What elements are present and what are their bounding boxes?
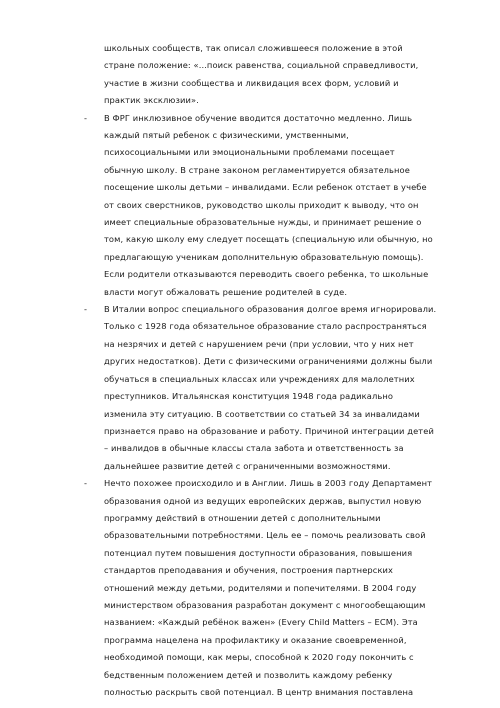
text-line: бедственным положением детей и позволить каждому ребенку xyxy=(104,670,393,680)
text-line: посещение школы детьми – инвалидами. Если ребенок отстает в учебе xyxy=(104,182,427,192)
list-bullet: - xyxy=(84,304,87,314)
text-line: потенциал путем повышения доступности образования, повышения xyxy=(104,548,413,558)
text-line: психосоциальными или эмоциональными проблемами посещает xyxy=(104,147,395,157)
text-line: – инвалидов в обычные классы стала забота и ответственность за xyxy=(104,443,404,453)
text-line: от своих сверстников, руководство школы приходит к выводу, что он xyxy=(104,200,419,210)
text-line: дальнейшее развитие детей с ограниченными возможностями. xyxy=(104,461,391,471)
text-line: Нечто похожее происходило и в Англии. Лишь в 2003 году Департамент xyxy=(104,478,433,488)
list-bullet: - xyxy=(84,113,87,123)
text-line: отношений между детьми, родителями и попечителями. В 2004 году xyxy=(104,583,417,593)
text-line: на незрячих и детей с нарушением речи (при условии, что у них нет xyxy=(104,339,414,349)
text-line: необходимой помощи, как меры, способной к 2020 году покончить с xyxy=(104,652,414,662)
text-line: изменила эту ситуацию. В соответствии со статьей 34 за инвалидами xyxy=(104,409,420,419)
text-line: обычную школу. В стране законом регламентируется обязательное xyxy=(104,165,410,175)
text-line: стандартов преподавания и обучения, построения партнерских xyxy=(104,565,394,575)
text-line: других недостатков). Дети с физическими ограничениями должны были xyxy=(104,356,433,366)
text-line: министерством образования разработан документ с многообещающим xyxy=(104,600,426,610)
list-bullet: - xyxy=(84,478,87,488)
text-line: школьных сообществ, так описал сложившееся положение в этой xyxy=(104,43,403,53)
text-line: образовательными потребностями. Цель ее – помочь реализовать свой xyxy=(104,530,426,540)
text-line: имеет специальные образовательные нужды, и принимает решение о xyxy=(104,217,422,227)
text-line: полностью раскрыть свой потенциал. В центр внимания поставлена xyxy=(104,687,414,697)
text-line: образования одной из ведущих европейских держав, выпустил новую xyxy=(104,496,422,506)
text-line: программа нацелена на профилактику и оказание своевременной, xyxy=(104,635,407,645)
text-line: Только с 1928 года обязательное образование стало распространяться xyxy=(104,321,427,331)
text-line: том, какую школу ему следует посещать (специальную или обычную, но xyxy=(104,234,433,244)
text-line: Если родители отказываются переводить своего ребенка, то школьные xyxy=(104,269,429,279)
text-line: признается право на образование и работу. Причиной интеграции детей xyxy=(104,426,434,436)
text-line: каждый пятый ребенок с физическими, умственными, xyxy=(104,130,349,140)
text-line: власти могут обжаловать решение родителей в суде. xyxy=(104,287,348,297)
text-line: практик эксклюзии». xyxy=(104,95,199,105)
text-line: предлагающую ученикам дополнительную образовательную помощь). xyxy=(104,252,424,262)
text-line: В Италии вопрос специального образования долгое время игнорировали. xyxy=(104,304,437,314)
text-line: названием: «Каждый ребёнок важен» (Every Child Matters – ECM). Эта xyxy=(104,617,418,627)
text-line: программу действий в отношении детей с дополнительными xyxy=(104,513,381,523)
text-line: В ФРГ инклюзивное обучение вводится достаточно медленно. Лишь xyxy=(104,113,413,123)
text-line: участие в жизни сообщества и ликвидация всех форм, условий и xyxy=(104,78,399,88)
text-line: обучаться в специальных классах или учреждениях для малолетних xyxy=(104,374,415,384)
text-line: стране положение: «...поиск равенства, социальной справедливости, xyxy=(104,60,419,70)
text-line: преступников. Итальянская конституция 1948 года радикально xyxy=(104,391,394,401)
